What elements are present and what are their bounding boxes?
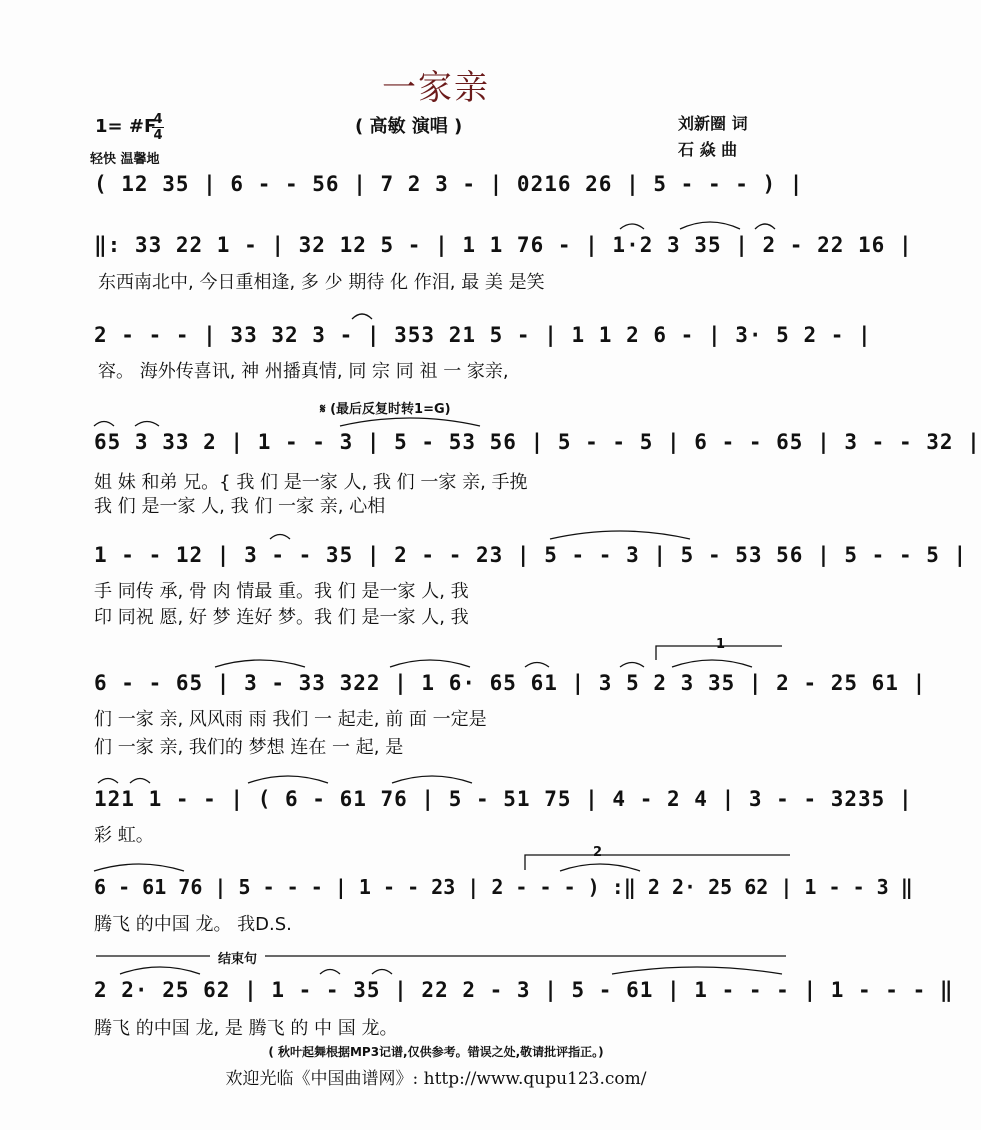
volta-number: 2 — [593, 845, 603, 860]
tempo-marking: 轻快 温馨地 — [90, 152, 160, 167]
slur — [680, 222, 740, 229]
slur — [612, 967, 782, 974]
lyric-line: 姐 妹 和弟 兄。{ 我 们 是一家 人, 我 们 一家 亲, 手挽 — [94, 472, 528, 493]
notation-row: ‖: 33 22 1 - | 32 12 5 - | 1 1 76 - | 1·2 3 35 | 2 - 22 16 | — [94, 233, 913, 257]
slur — [320, 970, 340, 975]
lyric-line: 彩 虹。 — [94, 825, 154, 846]
composer-credit: 石 焱 曲 — [678, 140, 738, 159]
notation-row: 2 - - - | 33 32 3 - | 353 21 5 - | 1 1 2 6 - | 3· 5 2 - | — [94, 323, 872, 347]
lyric-line: 我 们 是一家 人, 我 们 一家 亲, 心相 — [94, 496, 386, 517]
volta-2-bracket — [525, 855, 790, 870]
time-signature-top: 4 — [153, 112, 163, 127]
slur — [94, 864, 184, 871]
lyric-line: 手 同传 承, 骨 肉 情最 重。我 们 是一家 人, 我 — [94, 581, 469, 602]
notation-row: 65 3 33 2 | 1 - - 3 | 5 - 53 56 | 5 - - 5 | 6 - - 65 | 3 - - 32 | — [94, 430, 981, 454]
key-signature: 1= #F — [95, 116, 157, 137]
site-footer: 欢迎光临《中国曲谱网》: http://www.qupu123.com/ — [225, 1069, 647, 1089]
slur — [135, 422, 159, 427]
lyric-line: 腾飞 的中国 龙。 我D.S. — [94, 914, 292, 935]
slur — [620, 224, 644, 229]
notation-row: ( 12 35 | 6 - - 56 | 7 2 3 - | 0216 26 | 5 - - - ) | — [94, 172, 804, 196]
lyric-line: 印 同祝 愿, 好 梦 连好 梦。我 们 是一家 人, 我 — [94, 607, 469, 628]
song-title: 一家亲 — [382, 68, 490, 108]
slur — [390, 660, 470, 667]
slur — [120, 967, 200, 974]
transcriber-note: ( 秋叶起舞根据MP3记谱,仅供参考。错误之处,敬请批评指正。) — [268, 1045, 604, 1059]
notation-row: 6 - 61 76 | 5 - - - | 1 - - 23 | 2 - - - ) :‖ 2 2· 25 62 | 1 - - 3 ‖ — [94, 875, 913, 899]
volta-1-bracket — [656, 646, 782, 660]
slur — [98, 779, 118, 784]
slur — [215, 660, 305, 667]
slur — [130, 779, 150, 784]
lyricist-credit: 刘新圈 词 — [678, 114, 748, 133]
slur — [672, 660, 752, 667]
lyric-line: 腾飞 的中国 龙, 是 腾飞 的 中 国 龙。 — [94, 1018, 398, 1039]
slur — [755, 224, 775, 229]
lyric-line: 东西南北中, 今日重相逢, 多 少 期待 化 作泪, 最 美 是笑 — [98, 272, 545, 293]
lyric-line: 们 一家 亲, 我们的 梦想 连在 一 起, 是 — [94, 737, 404, 758]
slur — [392, 776, 472, 783]
slur — [550, 531, 690, 539]
slur — [94, 422, 114, 427]
volta-number: 1 — [716, 637, 726, 652]
singer-credit: ( 高敏 演唱 ) — [355, 116, 463, 137]
slur — [525, 663, 549, 668]
notation-row: 121 1 - - | ( 6 - 61 76 | 5 - 51 75 | 4 - 2 4 | 3 - - 3235 | — [94, 787, 913, 811]
notation-row: 6 - - 65 | 3 - 33 322 | 1 6· 65 61 | 3 5 2 3 35 | 2 - 25 61 | — [94, 671, 927, 695]
lyric-line: 们 一家 亲, 风风雨 雨 我们 一 起走, 前 面 一定是 — [94, 709, 487, 730]
time-signature-bottom: 4 — [153, 128, 163, 143]
slur — [352, 314, 372, 319]
notation-row: 1 - - 12 | 3 - - 35 | 2 - - 23 | 5 - - 3 | 5 - 53 56 | 5 - - 5 | — [94, 543, 968, 567]
notation-row: 2 2· 25 62 | 1 - - 35 | 22 2 - 3 | 5 - 61 | 1 - - - | 1 - - - ‖ — [94, 978, 954, 1002]
lyric-line: 容。 海外传喜讯, 神 州播真情, 同 宗 同 祖 一 家亲, — [98, 361, 509, 382]
ending-label: 结束句 — [218, 952, 258, 967]
slur — [270, 535, 290, 540]
slur — [560, 864, 640, 871]
slur — [620, 663, 644, 668]
repeat-instruction: 𝄋 (最后反复时转1=G) — [320, 402, 451, 417]
slur — [340, 418, 480, 426]
slur — [248, 776, 328, 783]
slur — [372, 970, 392, 975]
